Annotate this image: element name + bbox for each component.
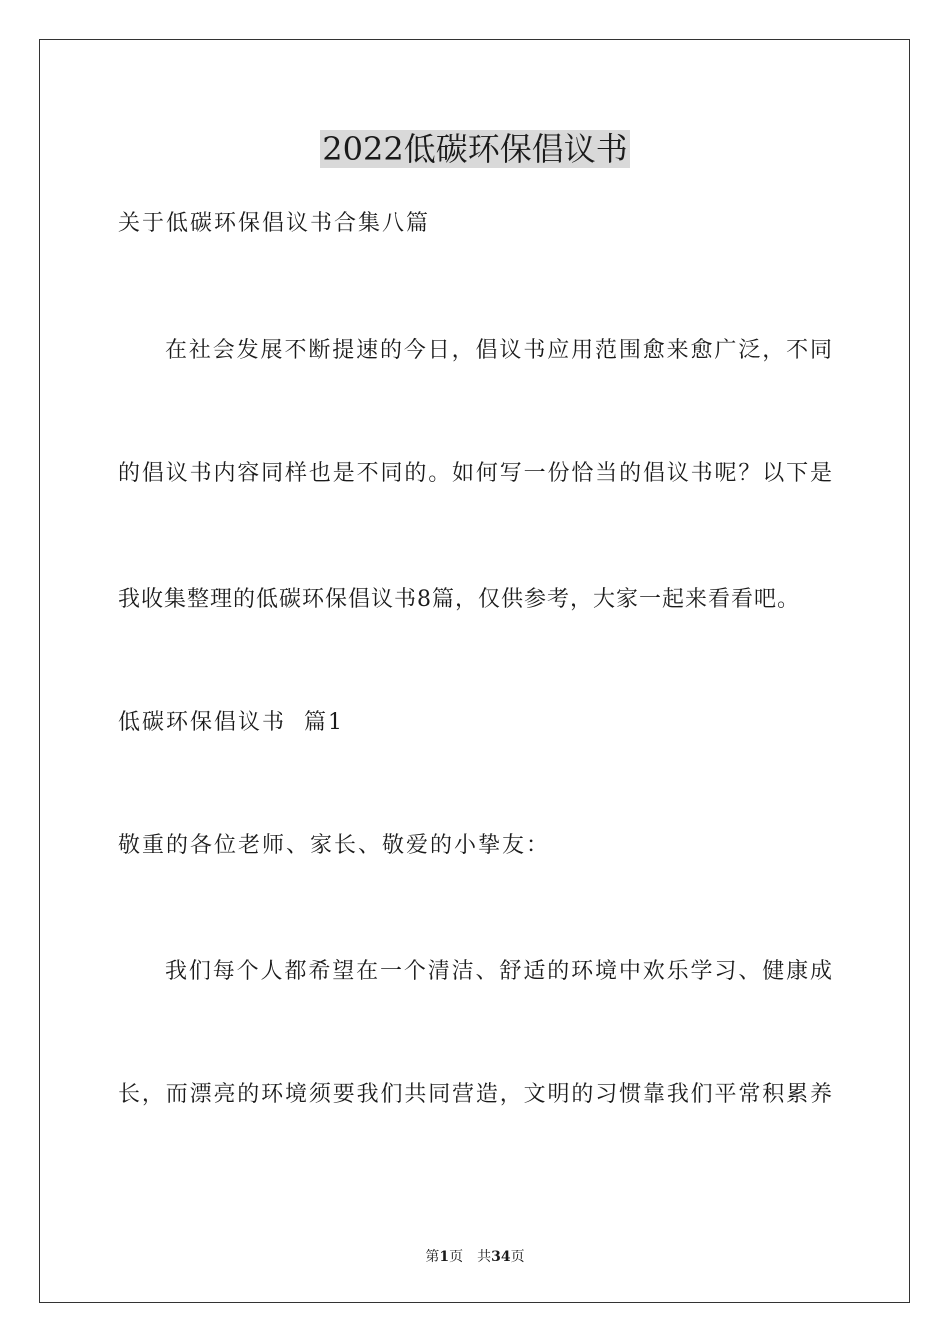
intro-line-1: 在社会发展不断提速的今日，倡议书应用范围愈来愈广泛，不同: [165, 338, 832, 363]
body-line-2: 长，而漂亮的环境须要我们共同营造，文明的习惯靠我们平常积累养: [118, 1082, 832, 1107]
footer-page-number: 1: [439, 1249, 450, 1265]
document-subtitle: 关于低碳环保倡议书合集八篇: [118, 211, 431, 236]
document-title-text: 2022低碳环保倡议书: [322, 130, 628, 168]
footer-total-suffix: 页: [510, 1249, 525, 1265]
page-footer: [0, 1247, 950, 1267]
footer-page-suffix: 页: [449, 1249, 464, 1265]
body-line-1: 我们每个人都希望在一个清洁、舒适的环境中欢乐学习、健康成: [165, 959, 832, 984]
footer-total-prefix: 共: [477, 1249, 492, 1265]
salutation: 敬重的各位老师、家长、敬爱的小挚友：: [118, 833, 551, 858]
section-heading: 低碳环保倡议书 篇1: [118, 710, 344, 735]
intro-line-2: 的倡议书内容同样也是不同的。如何写一份恰当的倡议书呢？以下是: [118, 461, 832, 486]
footer-page-prefix: 第: [425, 1249, 440, 1265]
document-title: [0, 127, 950, 171]
intro-line-3: 我收集整理的低碳环保倡议书8篇，仅供参考，大家一起来看看吧。: [118, 587, 800, 612]
footer-total-pages: 34: [491, 1249, 511, 1265]
